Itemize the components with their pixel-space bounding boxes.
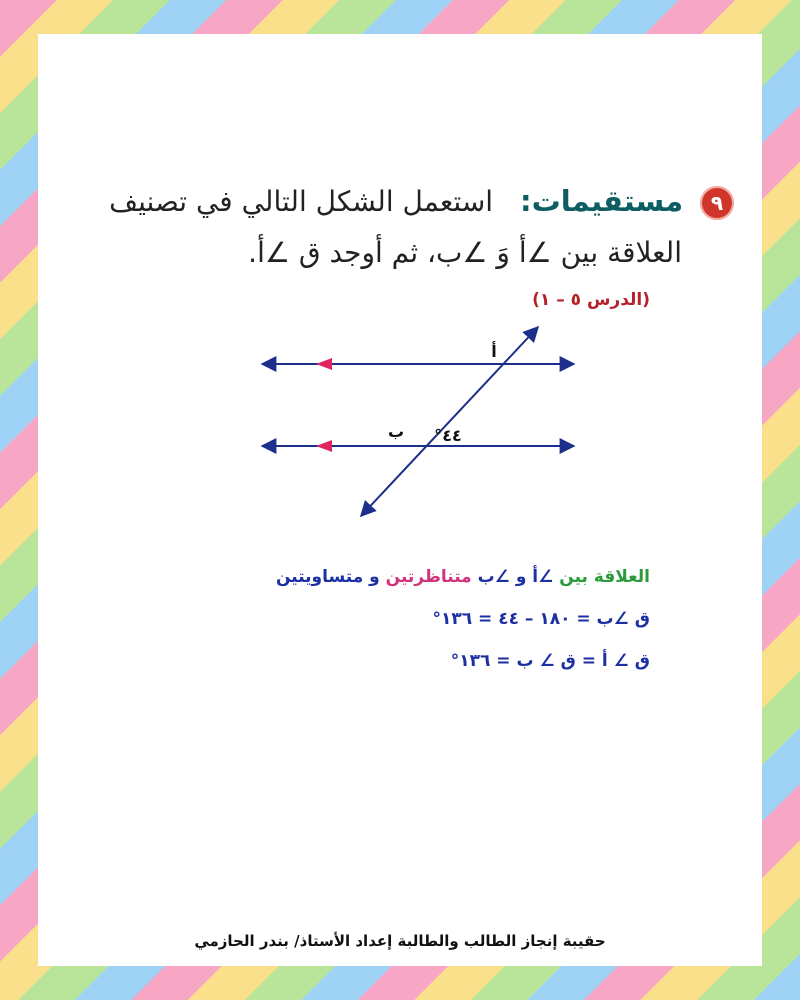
answer-equal: و متساويتين [275,567,380,587]
parallel-lines-figure [256,319,596,529]
question-line-1 [98,184,734,220]
parallel-mark-top [316,358,332,370]
answer-line-2 [432,609,650,629]
label-angle-a: أ [491,342,497,361]
answer-relation-intro: العلاقة بين [559,567,650,587]
answer-angle-b-calc: ق ∠ب = ١٨٠ – ٤٤ = ١٣٦° [432,609,650,629]
worksheet-page [38,34,762,966]
answer-line-1 [276,567,650,587]
question-number-badge: ٩ [700,186,734,220]
answer-corresponding: متناظرتين [385,567,472,587]
footer-credit: حقيبة إنجاز الطالب والطالبة إعداد الأستاذ/ بندر الحازمي [194,932,606,950]
answer-line-3 [451,651,650,671]
parallel-mark-bottom [316,440,332,452]
lesson-reference: (الدرس ٥ – ١) [532,290,650,310]
question-line-2: العلاقة بين ∠أ وَ ∠ب، ثم أوجد ق ∠أ. [248,236,682,269]
answer-angle-a-value: ق ∠ أ = ق ∠ ب = ١٣٦° [450,651,650,671]
question-text-1: استعمل الشكل التالي في تصنيف [109,185,494,218]
question-topic: مستقيمات: [520,184,684,218]
angle-measure-label: ٤٤° [434,426,462,445]
label-angle-b: ب [387,422,405,441]
answer-angles: ∠أ و ∠ب [477,567,554,587]
